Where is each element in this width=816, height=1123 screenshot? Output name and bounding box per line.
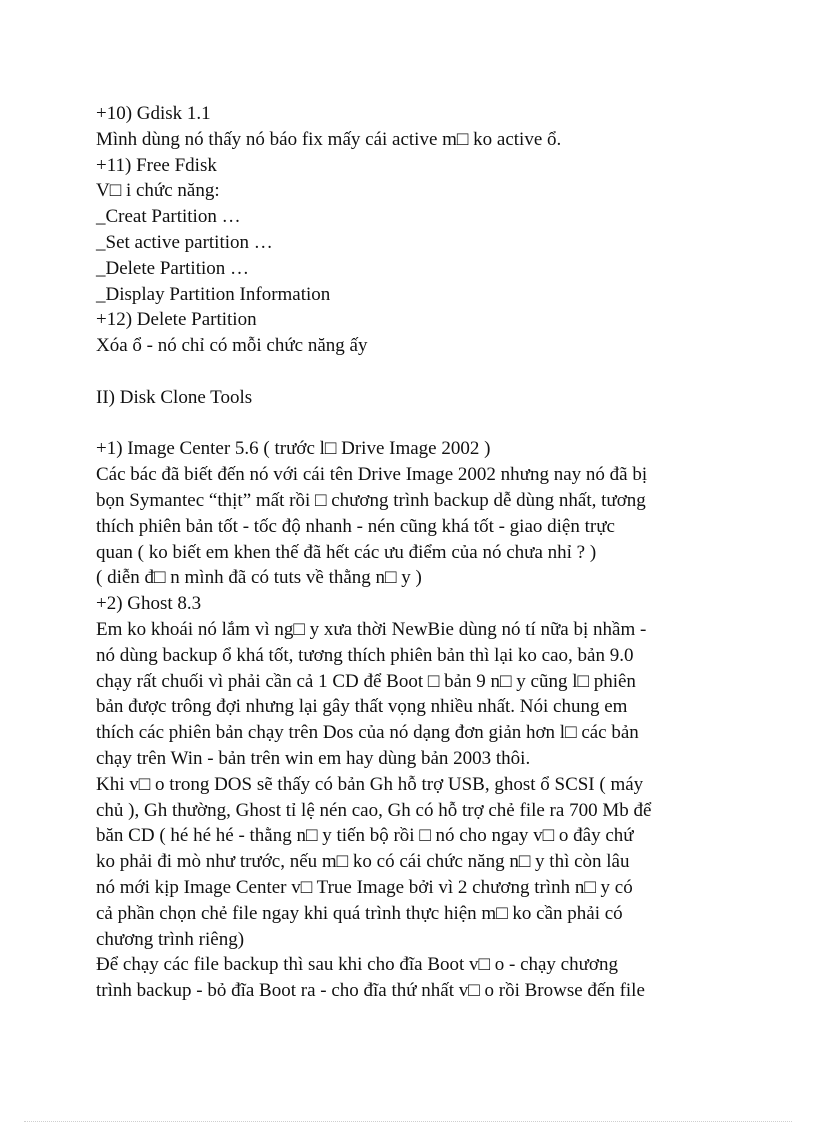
text-line: Các bác đã biết đến nó với cái tên Drive Image 2002 nhưng nay nó đã bị — [96, 464, 648, 486]
blank-line — [96, 359, 736, 385]
text-line: Khi v□ o trong DOS sẽ thấy có bản Gh hỗ trợ USB, ghost ổ SCSI ( máy — [96, 773, 644, 795]
text-line: chạy rất chuối vì phải cần cả 1 CD để Boot □ bản 9 n□ y cũng l□ phiên — [96, 670, 636, 692]
text-line: chủ ), Gh thường, Ghost tỉ lệ nén cao, Gh có hỗ trợ chẻ file ra 700 Mb để — [96, 799, 652, 821]
text-line: +2) Ghost 8.3 — [96, 593, 202, 615]
text-line: Em ko khoái nó lắm vì ng□ y xưa thời NewBie dùng nó tí nữa bị nhầm - — [96, 618, 647, 640]
text-line: bọn Symantec “thịt” mất rồi □ chương trình backup dễ dùng nhất, tương — [96, 489, 646, 511]
text-line: _Display Partition Information — [96, 283, 331, 305]
text-line: _Set active partition … — [96, 231, 273, 253]
text-line: Mình dùng nó thấy nó báo fix mấy cái active m□ ko active ổ. — [96, 128, 562, 150]
text-line: thích phiên bản tốt - tốc độ nhanh - nén cũng khá tốt - giao diện trực — [96, 515, 615, 537]
text-line: Để chạy các file backup thì sau khi cho đĩa Boot v□ o - chạy chương — [96, 954, 618, 976]
text-line: II) Disk Clone Tools — [96, 386, 253, 408]
text-line: chạy trên Win - bản trên win em hay dùng bản 2003 thôi. — [96, 747, 531, 769]
document-body — [96, 101, 736, 1004]
text-line: Xóa ổ - nó chỉ có mỗi chức năng ấy — [96, 335, 368, 357]
text-line: _Delete Partition … — [96, 257, 250, 279]
text-line: _Creat Partition … — [96, 206, 241, 228]
text-line: thích các phiên bản chạy trên Dos của nó dạng đơn giản hơn l□ các bản — [96, 722, 639, 744]
blank-line — [96, 411, 736, 437]
text-line: nó mới kịp Image Center v□ True Image bởi vì 2 chương trình n□ y có — [96, 876, 633, 898]
page-bottom-border — [24, 1121, 792, 1122]
text-line: ko phải đi mò như trước, nếu m□ ko có cái chức năng n□ y thì còn lâu — [96, 851, 630, 873]
text-line: +11) Free Fdisk — [96, 154, 217, 176]
text-line: cả phần chọn chẻ file ngay khi quá trình thực hiện m□ ko cần phải có — [96, 902, 623, 924]
text-line: bản được trông đợi nhưng lại gây thất vọng nhiều nhất. Nói chung em — [96, 696, 628, 718]
text-line: +10) Gdisk 1.1 — [96, 103, 211, 124]
text-line: băn CD ( hé hé hé - thằng n□ y tiến bộ rồi □ nó cho ngay v□ o đây chứ — [96, 825, 634, 847]
text-line: quan ( ko biết em khen thế đã hết các ưu điểm của nó chưa nhỉ ? ) — [96, 541, 597, 563]
text-line: +12) Delete Partition — [96, 309, 257, 331]
text-line: chương trình riêng) — [96, 928, 245, 950]
text-line: trình backup - bỏ đĩa Boot ra - cho đĩa thứ nhất v□ o rồi Browse đến file — [96, 980, 645, 1002]
text-line: V□ i chức năng: — [96, 180, 220, 202]
text-line: ( diễn đ□ n mình đã có tuts về thằng n□ y ) — [96, 567, 422, 589]
text-line: nó dùng backup ổ khá tốt, tương thích phiên bản thì lại ko cao, bản 9.0 — [96, 644, 634, 666]
text-line: +1) Image Center 5.6 ( trước l□ Drive Image 2002 ) — [96, 438, 491, 460]
